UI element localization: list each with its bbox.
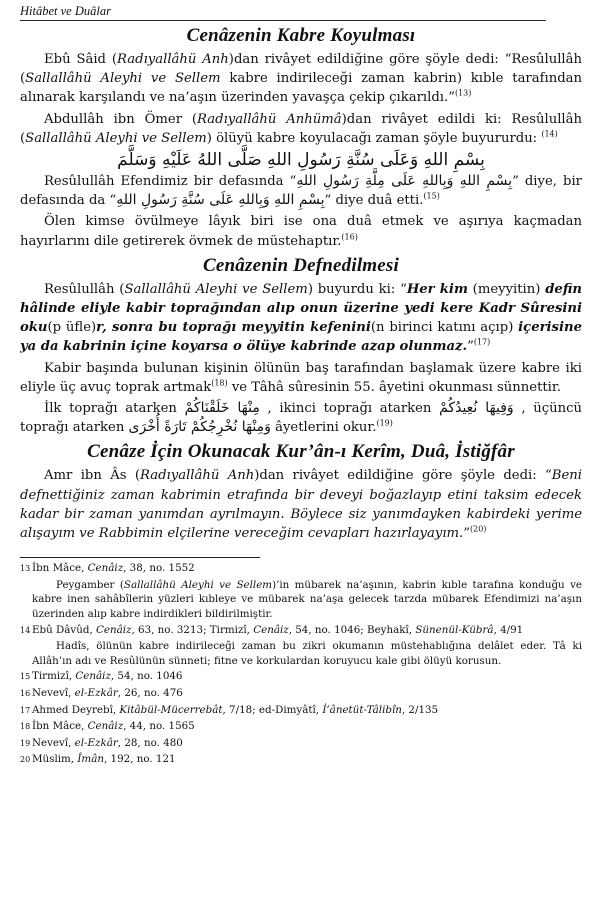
arabic-phrase: وَفِيهَا نُعِيدُكُمْ <box>439 400 514 417</box>
footnote-14-text: Hadîs, ölünün kabre indirileceği zaman bu zikri okumanın müstehablığına delâlet eder. Tâ ki Allâh’ın adı ve Resûlünün sünneti; fitne ve korkulardan koruyucu kale gibi ölüyü korusun. <box>32 640 582 667</box>
footnote-ref: (16) <box>341 232 358 242</box>
footnote-20: 20 Müslim, Îmân, 192, no. 121 <box>20 753 176 766</box>
section-title-quran-dua: Cenâze İçin Okunacak Kur’ân-ı Kerîm, Duâ, İstiğfâr <box>87 441 515 463</box>
paragraph-abdullah: Abdullâh ibn Ömer (Radıyallâhü Anhümâ)dan rivâyet edildi ki: Resûlullâh (Sallallâhü Aleyhi ve Sellem) ölüyü kabre koyulacağı zaman şöyle buyururdu: $^{(14)}$ <box>20 111 582 146</box>
footnote-13-text: Peygamber (Sallallâhü Aleyhi ve Sellem)’in mübarek na’aşının, kabrin kıble tarafına konduğu ve kabre inen sahâbîlerin yüzleri kıbleye ve mübarek na’aşa gelecek tarzda mübarek Efendimizi na’aşın üzerinden alıp kabre indirdikleri bildirilmiştir. <box>32 578 582 621</box>
arabic-prayer-line: بِسْمِ اللهِ وَعَلَى سُنَّةِ رَسُولِ اللهِ صَلَّى اللهُ عَلَيْهِ وَسَلَّمَ <box>117 150 485 171</box>
running-header: Hitâbet ve Duâlar <box>20 4 546 21</box>
footnote-ref: (15) <box>423 191 440 201</box>
paragraph-kadr-sura: Resûlullâh (Sallallâhü Aleyhi ve Sellem) buyurdu ki: “Her kim (meyyitin) defin hâlinde eliyle kabir toprağından alıp onun üzerine yedi kere Kadr Sûresini oku(p üfle)r, sonra bu toprağı meyyitin kefenini(n birinci katını açıp) içerisine ya da kabrinin içine koyarsa o ölüye kabrinde azap olunmaz.”$^{(17)}$ <box>20 281 582 355</box>
footnote-19: 19 Nevevî, el-Ezkâr, 28, no. 480 <box>20 736 183 749</box>
footnote-17: 17 Ahmed Deyrebî, Kitâbül-Mücerrebât, 7/18; ed-Dimyâtî, İ’ânetüt-Tâlibîn, 2/135 <box>20 703 439 716</box>
footnote-ref: (14) <box>541 129 558 139</box>
arabic-phrase: وَمِنْهَا نُخْرِجُكُمْ تَارَةً أُخْرَى <box>128 419 271 436</box>
footnote-ref: (19) <box>376 418 393 428</box>
arabic-phrase: بِسْمِ اللهِ وَبِاللهِ عَلَى مِلَّةِ رَسُولِ اللهِ <box>296 173 513 190</box>
paragraph-amr-ibn-as: Amr ibn Âs (Radıyallâhü Anh)dan rivâyet edildiğine göre şöyle dedi: “Beni defnettiğiniz zaman kabrimin etrafında bir deveyi boğazlayıp etini taksim edecek kadar bir zaman yanımdan ayrılmayın. Böylece siz yanımdayken kabirdeki yerime alışayım ve Rabbimin elçilerine vereceğim cevapları hazırlayayım.”$^{(20)}$ <box>20 468 582 542</box>
footnote-ref: (13) <box>454 89 472 99</box>
footnote-ref: (17) <box>473 338 491 348</box>
book-page <box>20 4 582 769</box>
paragraph-two-prayers: Resûlullâh Efendimiz bir defasında “بِسْمِ اللهِ وَبِاللهِ عَلَى مِلَّةِ رَسُولِ اللهِ” diye, bir defasında da “بِسْمِ اللهِ وَبِاللهِ عَلَى سُنَّةِ رَسُولِ اللهِ” diye duâ etti.$^{(15)}$ <box>20 173 582 209</box>
footnote-divider <box>20 557 260 558</box>
paragraph-three-handfuls: Kabir başında bulunan kişinin ölünün baş tarafından başlamak üzere kabre iki eliyle üç avuç toprak artmak$^{(18)}$ ve Tâhâ sûresinin 55. âyetini okunması sünnettir. <box>20 360 582 395</box>
footnote-ref: (20) <box>469 524 487 534</box>
footnote-16: 16 Nevevî, el-Ezkâr, 26, no. 476 <box>20 687 183 700</box>
footnote-ref: (18) <box>211 378 228 388</box>
paragraph-ebu-said: Ebû Sâid (Radıyallâhü Anh)dan rivâyet edildiğine göre şöyle dedi: “Resûlullâh (Sallallâhü Aleyhi ve Sellem kabre indirileceği zaman kabrin) kıble tarafından alınarak karşılandı ve na’aşın üzerinden yavaşça çekip çıkarıldı.”$^{(13)}$ <box>20 52 582 106</box>
footnote-18: 18 İbn Mâce, Cenâiz, 44, no. 1565 <box>20 720 195 733</box>
arabic-phrase: مِنْهَا خَلَقْنَاكُمْ <box>184 400 260 417</box>
paragraph-praise: Ölen kimse övülmeye lâyık biri ise ona duâ etmek ve aşırıya kaçmadan hayırlarını dile getirerek övmek de müstehaptır.$^{(16)}$ <box>20 214 582 249</box>
section-title-burial: Cenâzenin Defnedilmesi <box>203 254 399 276</box>
section-title-burial-placement: Cenâzenin Kabre Koyulması <box>186 25 416 46</box>
footnote-15: 15 Tirmizî, Cenâiz, 54, no. 1046 <box>20 670 183 683</box>
paragraph-verses: İlk toprağı atarken مِنْهَا خَلَقْنَاكُمْ , ikinci toprağı atarken وَفِيهَا نُعِيدُكُمْ , üçüncü toprağı atarken وَمِنْهَا نُخْرِجُكُمْ تَارَةً أُخْرَى âyetlerini okur.$^{(19)}$ <box>20 400 582 436</box>
footnote-13: 13 İbn Mâce, Cenâiz, 38, no. 1552 <box>20 562 195 575</box>
arabic-phrase: بِسْمِ اللهِ وَبِاللهِ عَلَى سُنَّةِ رَسُولِ اللهِ <box>116 192 325 209</box>
footnote-14: 14 Ebû Dâvûd, Cenâiz, 63, no. 3213; Tirmizî, Cenâiz, 54, no. 1046; Beyhakî, Sünenül-Kübrâ, 4/91 <box>20 623 524 636</box>
